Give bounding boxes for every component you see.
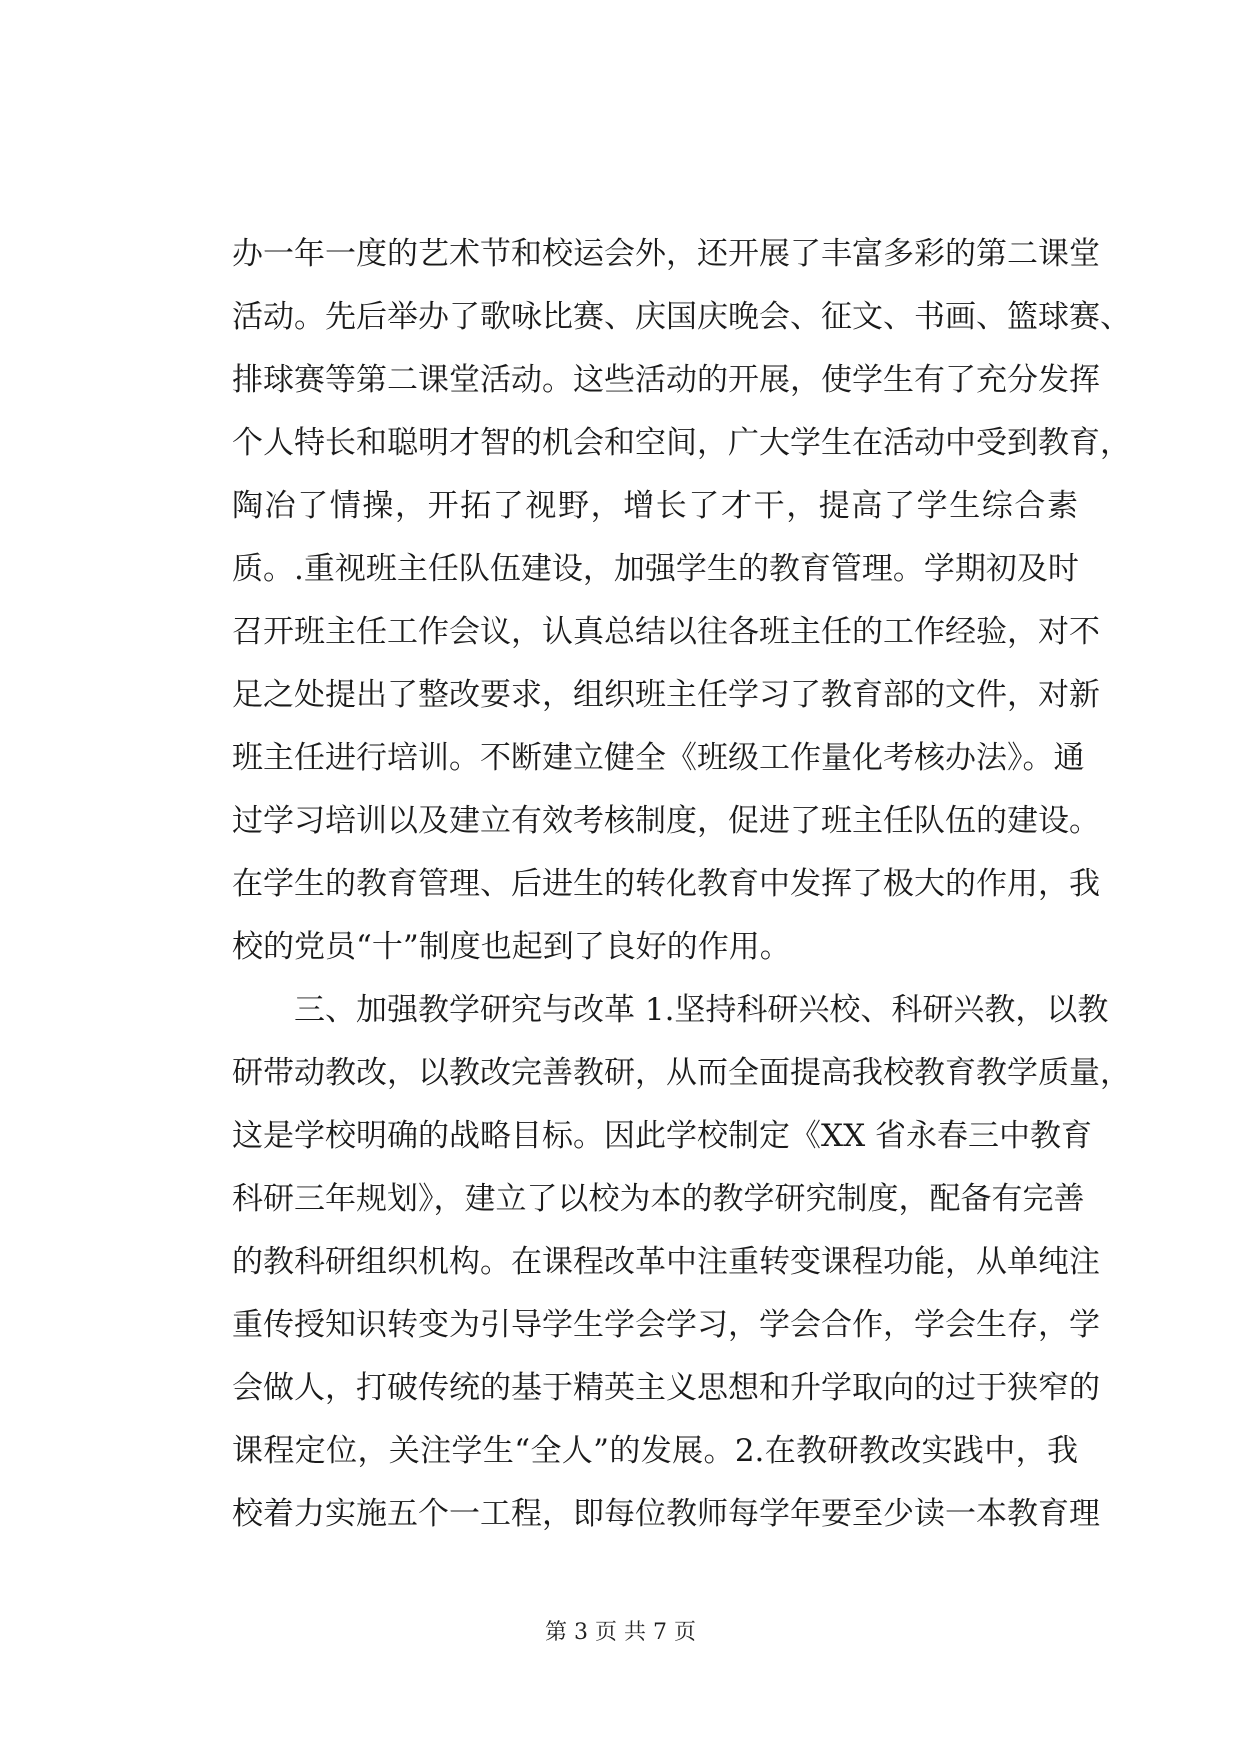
document-body bbox=[232, 223, 1131, 1546]
text-line: 校的党员“十”制度也起到了良好的作用。 bbox=[232, 929, 791, 965]
text-line: 班主任进行培训。不断建立健全《班级工作量化考核办法》。通 bbox=[232, 740, 1085, 776]
text-line: 排球赛等第二课堂活动。这些活动的开展，使学生有了充分发挥 bbox=[232, 362, 1100, 398]
text-line: 研带动教改，以教改完善教研，从而全面提高我校教育教学质量， bbox=[232, 1055, 1131, 1091]
text-line: 个人特长和聪明才智的机会和空间，广大学生在活动中受到教育， bbox=[232, 425, 1131, 461]
page-number-footer: 第 3 页 共 7 页 bbox=[545, 1620, 696, 1645]
text-line: 陶冶了情操，开拓了视野，增长了才干，提高了学生综合素 bbox=[232, 488, 1078, 524]
text-line: 这是学校明确的战略目标。因此学校制定《XX 省永春三中教育 bbox=[232, 1118, 1092, 1154]
text-line: 足之处提出了整改要求，组织班主任学习了教育部的文件，对新 bbox=[232, 677, 1100, 713]
text-line: 三、加强教学研究与改革 1.坚持科研兴校、科研兴教，以教 bbox=[294, 992, 1109, 1028]
text-line: 的教科研组织机构。在课程改革中注重转变课程功能，从单纯注 bbox=[232, 1244, 1100, 1280]
text-line: 召开班主任工作会议，认真总结以往各班主任的工作经验，对不 bbox=[232, 614, 1100, 650]
text-line: 办一年一度的艺术节和校运会外，还开展了丰富多彩的第二课堂 bbox=[232, 236, 1100, 272]
paragraph-1 bbox=[232, 223, 1131, 979]
text-line: 会做人，打破传统的基于精英主义思想和升学取向的过于狭窄的 bbox=[232, 1370, 1100, 1406]
text-line: 活动。先后举办了歌咏比赛、庆国庆晚会、征文、书画、篮球赛、 bbox=[232, 299, 1131, 335]
text-line: 课程定位，关注学生“全人”的发展。2.在教研教改实践中，我 bbox=[232, 1433, 1078, 1469]
text-line: 在学生的教育管理、后进生的转化教育中发挥了极大的作用，我 bbox=[232, 866, 1100, 902]
text-line: 校着力实施五个一工程，即每位教师每学年要至少读一本教育理 bbox=[232, 1496, 1100, 1532]
text-line: 过学习培训以及建立有效考核制度，促进了班主任队伍的建设。 bbox=[232, 803, 1100, 839]
text-line: 重传授知识转变为引导学生学会学习，学会合作，学会生存，学 bbox=[232, 1307, 1100, 1343]
text-line: 科研三年规划》，建立了以校为本的教学研究制度，配备有完善 bbox=[232, 1181, 1085, 1217]
text-line: 质。.重视班主任队伍建设，加强学生的教育管理。学期初及时 bbox=[232, 551, 1079, 587]
paragraph-2 bbox=[232, 979, 1131, 1546]
